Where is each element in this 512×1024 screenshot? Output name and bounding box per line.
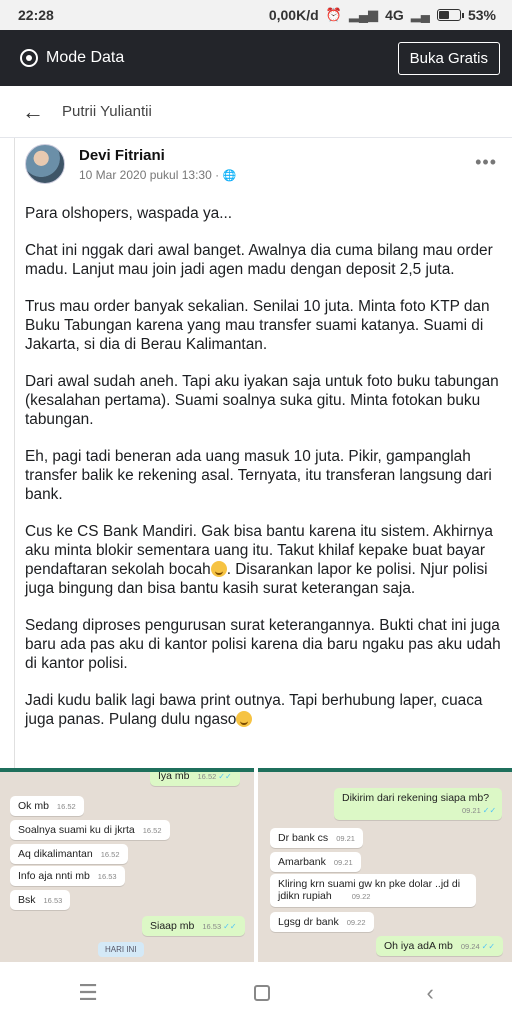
chat-screenshots (0, 768, 512, 962)
top-nav (0, 86, 512, 138)
data-mode-indicator (20, 49, 124, 67)
post-paragraph: Dari awal sudah aneh. Tapi aku iyakan saja untuk foto buku tabungan (kesalahan pertama). Suami soalnya suka gitu. Minta fotokan buku tabungan. (25, 373, 499, 428)
double-check-icon: ✓✓ (482, 806, 497, 815)
free-mode-button[interactable]: Buka Gratis (398, 42, 500, 75)
grin-emoji-icon (211, 561, 227, 577)
chat-bubble-outgoing: Siaap mb 16.53 ✓✓ (142, 916, 245, 936)
post-paragraph: Sedang diproses pengurusan surat keterangannya. Bukti chat ini juga baru ada pas aku di kantor polisi karena dia baru ngaku pas aku udah di kantor polisi. (25, 617, 501, 672)
signal-icon: ▂▄▆ (348, 7, 379, 22)
avatar[interactable] (25, 144, 65, 184)
home-square-icon[interactable] (254, 985, 270, 1001)
more-options-icon[interactable]: ••• (475, 152, 497, 172)
chat-bubble-incoming: Lgsg dr bank 09.22 (270, 912, 374, 932)
post-paragraph: Trus mau order banyak sekalian. Senilai 10 juta. Minta foto KTP dan Buku Tabungan karena yang mau transfer suami katanya. Suami di Jakarta, si dia di Berau Kalimantan. (25, 298, 490, 353)
post (14, 138, 512, 768)
post-body (25, 204, 503, 747)
alarm-icon: ⏰ (325, 7, 342, 22)
chat-screenshot-left[interactable] (0, 768, 254, 962)
system-nav-bar (0, 962, 512, 1024)
status-indicators (269, 7, 496, 23)
double-check-icon: ✓✓ (223, 922, 237, 931)
chat-bubble-incoming: Amarbank 09.21 (270, 852, 361, 872)
double-check-icon: ✓✓ (481, 942, 496, 951)
data-mode-bar (0, 30, 512, 86)
post-header (25, 144, 505, 190)
grin-emoji-icon (236, 711, 252, 727)
post-timestamp: 10 Mar 2020 pukul 13:30 · (79, 168, 220, 182)
back-chevron-icon[interactable]: ‹ (426, 980, 434, 1005)
post-paragraph-group (25, 691, 503, 729)
post-paragraph: Chat ini nggak dari awal banget. Awalnya dia cuma bilang mau order madu. Lanjut mau join jadi agen madu dengan deposit 2,5 juta. (25, 242, 493, 278)
arrow-left-icon[interactable]: ← (22, 98, 44, 124)
chat-bubble-outgoing: Dikirim dari rekening siapa mb? 09.21 ✓✓ (334, 788, 502, 820)
post-paragraph: Para olshopers, waspada ya... (25, 205, 233, 222)
chat-bubble-incoming: Kliring krn suami gw kn pke dolar ..jd di jdikn rupiah 09.22 (270, 874, 476, 907)
chat-bubble-outgoing: Oh iya adA mb 09.24 ✓✓ (376, 936, 503, 956)
status-time: 22:28 (18, 7, 54, 23)
battery-icon (437, 9, 461, 21)
signal-secondary-icon: ▂▄ (410, 7, 430, 22)
battery-percent: 53% (467, 7, 496, 23)
chat-bubble-incoming: Dr bank cs 09.21 (270, 828, 363, 848)
chat-bubble-incoming: Aq dikalimantan 16.52 (10, 844, 128, 864)
post-paragraph: Jadi kudu balik lagi bawa print outnya. Tapi berhubung laper, cuaca juga panas. Pulang dulu ngaso (25, 692, 483, 728)
network-type: 4G (385, 7, 404, 23)
post-meta (79, 168, 236, 182)
chat-screenshot-right[interactable] (258, 768, 512, 962)
post-paragraph: Eh, pagi tadi beneran ada uang masuk 10 juta. Pikir, gampanglah transfer balik ke rekening asal. Ternyata, itu transferan langsung dari bank. (25, 448, 492, 503)
post-author[interactable]: Devi Fitriani (79, 147, 165, 164)
post-paragraph: Disarankan lapor ke polisi. Njur polisi juga bingung dan bisa bantu kasih surat keterangan saja. (25, 561, 488, 597)
post-paragraph-group: Cus ke CS Bank Mandiri. Gak bisa bantu karena itu sistem. Akhirnya aku minta blokir sementara uang itu. Takut khilaf kepake buat bayar pendaftaran sekolah bocah . Disarankan lapor ke polisi. Njur polisi juga bingung dan bisa bantu kasih surat keterangan saja. (25, 523, 493, 597)
data-mode-icon (20, 49, 38, 67)
chat-bubble-incoming: Ok mb 16.52 (10, 796, 84, 816)
status-bar (0, 0, 512, 30)
double-check-icon: ✓✓ (218, 772, 232, 781)
battery-fill (439, 11, 449, 19)
network-speed: 0,00K/d (268, 7, 319, 23)
page-title: Putrii Yuliantii (62, 103, 152, 120)
data-mode-label: Mode Data (46, 49, 125, 66)
chat-bubble-incoming: Info aja nnti mb 16.53 (10, 866, 125, 886)
chat-bubble-incoming: Bsk 16.53 (10, 890, 70, 910)
chat-bubble-incoming: Soalnya suami ku di jkrta 16.52 (10, 820, 170, 840)
post-paragraph: Cus ke CS Bank Mandiri. Gak bisa bantu karena itu sistem. Akhirnya aku minta blokir sementara uang itu. Takut khilaf kepake buat bayar pendaftaran sekolah bocah (25, 523, 493, 578)
chat-bubble-outgoing: Iya mb 16.52 ✓✓ (150, 768, 240, 786)
globe-icon: 🌐 (222, 170, 237, 182)
menu-icon[interactable]: ☰ (78, 980, 98, 1005)
day-separator: HARI INI (98, 942, 144, 957)
